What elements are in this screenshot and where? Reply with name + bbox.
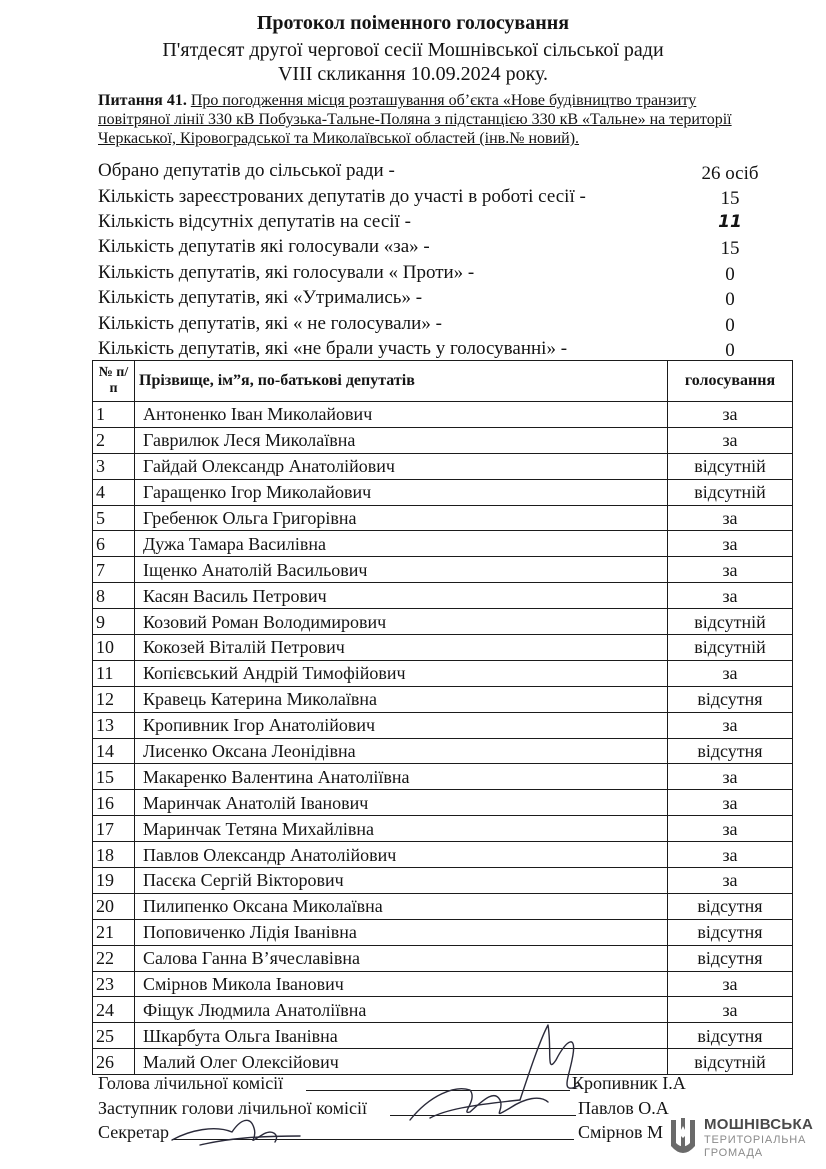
stat-elected-label: Обрано депутатів до сільської ради -	[98, 160, 395, 181]
vote-result: відсутня	[668, 893, 793, 919]
row-number: 19	[93, 868, 135, 894]
deputy-name: Шкарбута Ольга Іванівна	[135, 1023, 668, 1049]
stat-elected-value: 26 осіб	[701, 163, 759, 184]
vote-result: за	[668, 402, 793, 428]
logo-title: МОШНІВСЬКА	[704, 1116, 814, 1133]
row-number: 13	[93, 712, 135, 738]
stat-for-value: 15	[720, 238, 740, 259]
signature-chairman-role: Голова лічильної комісії	[98, 1073, 284, 1093]
deputy-name: Павлов Олександр Анатолійович	[135, 842, 668, 868]
row-number: 26	[93, 1049, 135, 1075]
vote-result: відсутня	[668, 1023, 793, 1049]
question-text: Про погодження місця розташування об’єкта «Нове будівництво транзиту повітряної лінії 330 кВ Побузька-Тальне-Поляна з підстанцією 330 кВ «Тальне» на території Черкаської, Кіровоградської та Миколаївської областей (інв.№ новий).	[98, 92, 732, 147]
row-number: 4	[93, 479, 135, 505]
stat-not-participated-label: Кількість депутатів, які «не брали участь у голосуванні» -	[98, 338, 568, 359]
vote-result: за	[668, 660, 793, 686]
deputy-name: Антоненко Іван Миколайович	[135, 402, 668, 428]
row-number: 8	[93, 583, 135, 609]
vote-result: за	[668, 427, 793, 453]
stat-against-value: 0	[725, 264, 735, 285]
deputy-name: Смірнов Микола Іванович	[135, 971, 668, 997]
signature-secretary-name: Смірнов М	[578, 1122, 664, 1142]
stat-abstained-label: Кількість депутатів, які «Утримались» -	[98, 287, 423, 308]
vote-result: за	[668, 997, 793, 1023]
row-number: 6	[93, 531, 135, 557]
deputy-name: Кропивник Ігор Анатолійович	[135, 712, 668, 738]
document-title: Протокол поіменного голосування	[256, 12, 570, 34]
vote-result: відсутня	[668, 738, 793, 764]
deputy-name: Маринчак Анатолій Іванович	[135, 790, 668, 816]
signature-secretary-mark	[172, 1120, 277, 1142]
vote-result: відсутня	[668, 919, 793, 945]
signature-secretary-mark-2	[200, 1136, 300, 1145]
session-line: П'ятдесят другої чергової сесії Мошнівської сільської ради	[162, 39, 664, 61]
signature-secretary-role: Секретар	[98, 1122, 170, 1142]
row-number: 3	[93, 453, 135, 479]
deputy-name: Фіщук Людмила Анатоліївна	[135, 997, 668, 1023]
vote-result: за	[668, 505, 793, 531]
row-number: 20	[93, 893, 135, 919]
deputy-name: Макаренко Валентина Анатоліївна	[135, 764, 668, 790]
convocation-line: VIII скликання 10.09.2024 року.	[277, 63, 549, 85]
stat-not-voted-value: 0	[725, 315, 735, 336]
signature-deputy-mark-2	[430, 1100, 520, 1118]
vote-result: відсутній	[668, 609, 793, 635]
vote-result: відсутня	[668, 945, 793, 971]
question-label: Питання 41.	[98, 92, 187, 109]
deputy-name: Гребенюк Ольга Григорівна	[135, 505, 668, 531]
row-number: 12	[93, 686, 135, 712]
row-number: 1	[93, 402, 135, 428]
row-number: 23	[93, 971, 135, 997]
row-number: 16	[93, 790, 135, 816]
header-name: Прізвище, ім”я, по-батькові депутатів	[135, 361, 668, 402]
vote-result: за	[668, 971, 793, 997]
stat-abstained-value: 0	[725, 289, 735, 310]
stat-for-label: Кількість депутатів які голосували «за» -	[98, 236, 430, 257]
row-number: 9	[93, 609, 135, 635]
row-number: 24	[93, 997, 135, 1023]
deputy-name: Малий Олег Олексійович	[135, 1049, 668, 1075]
deputy-name: Пасєка Сергій Вікторович	[135, 868, 668, 894]
stat-registered-label: Кількість зареєстрованих депутатів до участі в роботі сесії -	[98, 186, 586, 207]
row-number: 18	[93, 842, 135, 868]
row-number: 17	[93, 816, 135, 842]
row-number: 11	[93, 660, 135, 686]
row-number: 15	[93, 764, 135, 790]
deputy-name: Козовий Роман Володимирович	[135, 609, 668, 635]
stat-registered-value: 15	[720, 188, 740, 209]
deputy-name: Гаврилюк Леся Миколаївна	[135, 427, 668, 453]
signature-chairman-mark	[520, 1025, 580, 1100]
row-number: 5	[93, 505, 135, 531]
row-number: 25	[93, 1023, 135, 1049]
signature-deputy-name: Павлов О.А	[578, 1098, 669, 1118]
community-logo	[668, 1114, 813, 1164]
deputy-name: Дужа Тамара Василівна	[135, 531, 668, 557]
deputy-name: Кравець Катерина Миколаївна	[135, 686, 668, 712]
vote-result: за	[668, 868, 793, 894]
row-number: 21	[93, 919, 135, 945]
vote-result: за	[668, 531, 793, 557]
deputy-name: Кокозей Віталій Петрович	[135, 635, 668, 661]
row-number: 22	[93, 945, 135, 971]
stat-not-participated-value: 0	[725, 340, 735, 361]
deputy-name: Маринчак Тетяна Михайлівна	[135, 816, 668, 842]
deputy-name: Салова Ганна В’ячеславівна	[135, 945, 668, 971]
vote-result: відсутній	[668, 635, 793, 661]
deputy-name: Лисенко Оксана Леонідівна	[135, 738, 668, 764]
header-number: № п/п	[93, 361, 135, 402]
stat-against-label: Кількість депутатів, які голосували « Проти» -	[98, 262, 475, 283]
trident-icon	[668, 1116, 698, 1162]
signature-deputy-role: Заступник голови лічильної комісії	[98, 1098, 367, 1118]
stat-not-voted-label: Кількість депутатів, які « не голосували» -	[98, 313, 442, 334]
header-vote: голосування	[668, 361, 793, 402]
vote-result: відсутня	[668, 686, 793, 712]
vote-result: за	[668, 583, 793, 609]
deputy-name: Гаращенко Ігор Миколайович	[135, 479, 668, 505]
deputy-name: Іщенко Анатолій Васильович	[135, 557, 668, 583]
deputy-name: Пилипенко Оксана Миколаївна	[135, 893, 668, 919]
vote-result: за	[668, 764, 793, 790]
stat-absent-value: 11	[718, 212, 742, 232]
vote-result: за	[668, 712, 793, 738]
row-number: 14	[93, 738, 135, 764]
vote-result: відсутній	[668, 1049, 793, 1075]
vote-result: за	[668, 557, 793, 583]
signature-chairman-name: Кропивник І.А	[572, 1073, 686, 1093]
deputy-name: Касян Василь Петрович	[135, 583, 668, 609]
vote-result: за	[668, 816, 793, 842]
vote-result: за	[668, 842, 793, 868]
deputy-name: Поповиченко Лідія Іванівна	[135, 919, 668, 945]
row-number: 2	[93, 427, 135, 453]
row-number: 7	[93, 557, 135, 583]
stat-absent-label: Кількість відсутніх депутатів на сесії -	[98, 211, 411, 232]
deputy-name: Гайдай Олександр Анатолійович	[135, 453, 668, 479]
logo-line1: ТЕРИТОРІАЛЬНА	[704, 1134, 807, 1146]
deputy-name: Копієвський Андрій Тимофійович	[135, 660, 668, 686]
row-number: 10	[93, 635, 135, 661]
logo-line2: ГРОМАДА	[704, 1147, 763, 1159]
vote-result: за	[668, 790, 793, 816]
vote-result: відсутній	[668, 479, 793, 505]
vote-result: відсутній	[668, 453, 793, 479]
